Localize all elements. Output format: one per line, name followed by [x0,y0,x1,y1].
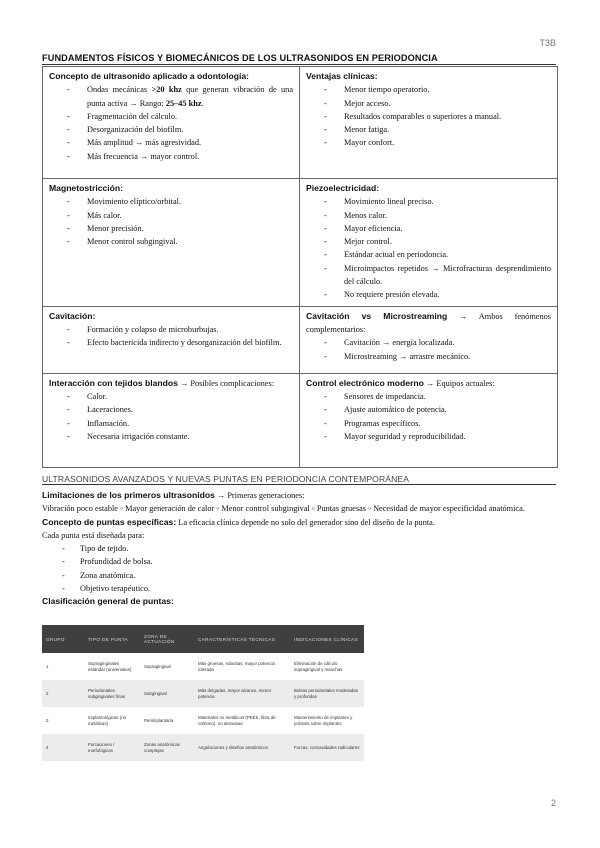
ventajas-list [306,83,551,149]
concepto-heading: Concepto de ultrasonido aplicado a odontología: [49,71,250,81]
table-header-cell: CARACTERÍSTICAS TÉCNICAS [194,625,290,653]
list-item: - Estándar actual en periodoncia. [324,248,551,261]
classification-table [42,625,364,761]
cavms-lead-line [306,310,551,337]
table-cell: Supragingival [144,663,171,669]
table-cell: Bolsas periodontales moderadas y profundas [290,680,364,707]
list-item: - Movimiento lineal preciso. [324,195,551,208]
fundamentals-grid [42,66,558,468]
page-number: 2 [550,798,556,808]
table-cell: Furcas, concavidades radiculares [290,734,364,761]
magneto-list [49,195,293,248]
interaccion-lead-line [49,377,293,390]
table-cell: Materiales no metálicos (PEEK, fibra de carbono), no abrasivas [198,714,276,726]
piezo-heading: Piezoelectricidad: [306,183,380,193]
cell-ventajas [300,67,558,179]
table-cell: Zonas anatómicas complejas [140,734,194,761]
interaccion-lead: → Posibles complicaciones: [177,378,275,388]
list-item: - Microstreaming → arrastre mecánico. [324,350,551,363]
table-cell: Subgingival [140,680,194,707]
cada-punta: Cada punta está diseñada para: [42,530,145,540]
list-item: - Calor. [67,390,293,403]
cavitacion-heading: Cavitación: [49,310,96,321]
table-cell: Periodontales subgingivales finas [84,680,140,707]
table-row [42,734,364,761]
list-item: - Más frecuencia → mayor control. [67,150,293,163]
list-item: - Programas específicos. [324,417,551,430]
list-item: - Menor fatiga. [324,123,551,136]
cell-control [300,373,558,467]
control-lead: → Equipos actuales: [423,378,495,388]
concepto-puntas-heading: Concepto de puntas específicas: [42,516,177,527]
table-cell: 2 [42,680,84,707]
list-item: - Objetivo terapéutico. [62,582,556,595]
table-row [42,680,364,707]
concepto-puntas-line [42,516,556,529]
list-item: - Formación y colapso de microburbujas. [67,323,293,336]
clasificacion-heading: Clasificación general de puntas: [42,596,174,607]
section2-title: ULTRASONIDOS AVANZADOS Y NUEVAS PUNTAS EN PERIODONCIA CONTEMPORÁNEA [42,474,556,485]
table-row [42,653,364,680]
list-item: - Mejor acceso. [324,97,551,110]
concepto-item-1-text: Ondas mecánicas >20 khz que generan vibración de una punta activa → Rango: 25–45 khz. [87,85,294,108]
table-cell: Implantológicas (no metálicas) [88,714,127,726]
ventajas-heading: Ventajas clínicas: [306,71,378,81]
list-item: - Fragmentación del cálculo. [67,110,293,123]
concepto-puntas-text: La eficacia clínica depende no solo del generador sino del diseño de la punta. [176,517,435,527]
list-item: - Mejor control. [324,235,551,248]
list-item: - Efecto bactericida indirecto y desorganización del biofilm. [67,336,293,349]
table-row [42,707,364,734]
table-cell: 1 [46,663,49,669]
list-item: - Menor precisión. [67,222,293,235]
limitaciones-line [42,489,556,502]
cell-concepto [43,67,300,179]
page-title: FUNDAMENTOS FÍSICOS Y BIOMECÁNICOS DE LOS ULTRASONIDOS EN PERIODONCIA [42,53,556,65]
table-cell: Más gruesas, robustas, mayor potencia tolerada [198,660,275,672]
cell-piezo [300,179,558,307]
list-item: - Movimiento elíptico/orbital. [67,195,293,208]
cavms-lead: → Ambos fenómenos complementarios: [306,311,551,334]
list-item: - Resultados comparables o superiores a manual. [324,110,551,123]
list-item: - Mayor eficiencia. [324,222,551,235]
cell-cavitacion [43,306,300,373]
cell-cav-vs-micro [300,306,558,373]
table-header-cell: ZONA DE ACTUACIÓN [140,625,194,653]
table-header-cell: TIPO DE PUNTA [84,625,140,653]
list-item [67,83,293,110]
list-item: - Mayor confort. [324,136,551,149]
table-cell: Periimplantaria [144,717,174,723]
cavms-heading: Cavitación vs Microstreaming [306,310,448,321]
table-cell: 4 [42,734,84,761]
list-item: - Zona anatómica. [62,569,556,582]
limitaciones-heading: Limitaciones de los primeros ultrasonidos [42,490,215,500]
list-item: - Más amplitud → más agresividad. [67,136,293,149]
list-item: - Menor tiempo operatorio. [324,83,551,96]
limitaciones-lead: → Primeras generaciones: [214,491,305,500]
control-heading: Control electrónico moderno [306,377,424,388]
list-item: - Laceraciones. [67,403,293,416]
list-item: - Inflamación. [67,417,293,430]
interaccion-list [49,390,293,443]
table-cell: Eliminación de cálculo supragingival y manchas [294,660,343,672]
table-cell: 3 [46,717,49,723]
control-lead-line [306,377,551,390]
concepto-list [49,83,293,163]
table-header-cell: INDICACIONES CLÍNICAS [290,625,364,653]
table-cell: Furcaciones / morfológicas [84,734,140,761]
list-item: - Menor control subgingival. [67,235,293,248]
table-cell: Supragingivales estándar (universales) [88,660,132,672]
cavms-list [306,336,551,363]
list-item: - Sensores de impedancia. [324,390,551,403]
table-header-cell: GRUPO [42,625,84,653]
section2-body [42,489,556,609]
document-code: T3B [539,38,556,48]
cell-magneto [43,179,300,307]
list-item: - Cavitación → energía localizada. [324,336,551,349]
list-item: - Más calor. [67,209,293,222]
list-item: - Desorganización del biofilm. [67,123,293,136]
piezo-list [306,195,551,301]
cavitacion-list [49,323,293,350]
magneto-heading: Magnetostricción: [49,183,124,193]
list-item: - No requiere presión elevada. [324,288,551,301]
table-cell: Angulaciones y diseños anatómicos [194,734,290,761]
list-item: - Ajuste automático de potencia. [324,403,551,416]
punta-list [42,542,556,595]
list-item: - Tipo de tejido. [62,542,556,555]
control-list [306,390,551,443]
list-item: - Profundidad de bolsa. [62,555,556,568]
interaccion-heading: Interacción con tejidos blandos [49,377,178,388]
cell-interaccion [43,373,300,467]
list-item: - Menos calor. [324,209,551,222]
table-cell: Más delgadas, mayor alcance, menor potencia [194,680,290,707]
table-cell: Mantenimiento de implantes y prótesis sobre implantes [294,714,353,726]
list-item: - Necesaria irrigación constante. [67,430,293,443]
list-item: - Microimpactos repetidos → Microfracturas desprendimiento del cálculo. [324,262,551,289]
limitaciones-text: Vibración poco estable ◦ Mayor generación de calor ◦ Menor control subgingival ◦ Puntas gruesas ◦ Necesidad de mayor especificidad anatómica. [42,504,525,514]
list-item: - Mayor seguridad y reproducibilidad. [324,430,551,443]
